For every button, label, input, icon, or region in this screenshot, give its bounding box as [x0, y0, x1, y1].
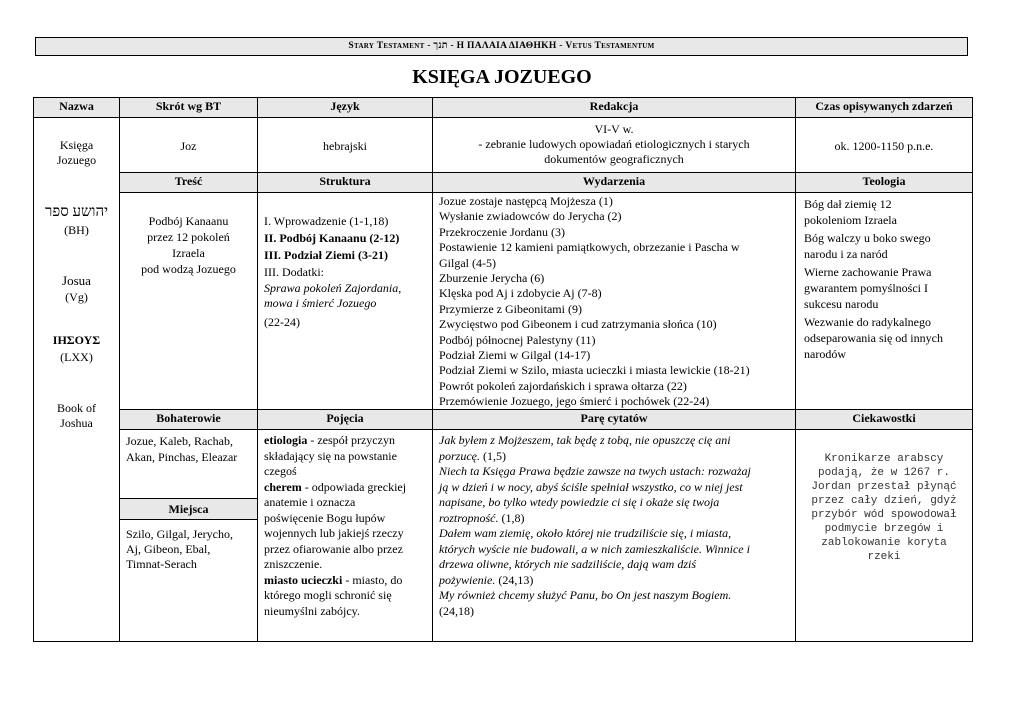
header-wydarzenia: Wydarzenia [432, 172, 796, 193]
quote-2 [439, 464, 789, 526]
structure-appendix: mowa i śmierć Jozuego [264, 296, 377, 310]
concept-text: składający się na powstanie [264, 448, 397, 463]
name-latin-source: (Vg) [65, 290, 88, 304]
content-line: pod wodzą Jozuego [141, 262, 236, 276]
structure-part4: III. Dodatki: [264, 265, 324, 279]
quote-line: których wyście nie budowali, a w nich zamieszkaliście. Winnice i [439, 541, 750, 556]
name-greek: ΙΗΣΟΥΣ [52, 333, 101, 347]
quote-3 [439, 526, 789, 588]
theology-value [795, 192, 973, 410]
event-item: Podział Ziemi w Gilgal (14-17) [439, 348, 591, 363]
header-pojecia: Pojęcia [257, 409, 433, 430]
language-value: hebrajski [257, 117, 433, 173]
quote-line: My również chcemy służyć Panu, bo On jest naszym Bogiem. [439, 588, 732, 602]
redaction-line: dokumentów geograficznych [544, 152, 684, 166]
event-item: Klęska pod Aj i zdobycie Aj (7-8) [439, 286, 602, 301]
places-value [119, 519, 258, 642]
concept-text: czegoś [264, 464, 297, 478]
names-cell [33, 117, 120, 642]
concept-term: miasto ucieczki [264, 572, 343, 587]
heroes-line: Jozue, Kaleb, Rachab, [126, 434, 233, 448]
curiosity-line: zablokowanie koryta [821, 537, 947, 549]
event-item: Jozue zostaje następcą Mojżesza (1) [439, 194, 613, 208]
concepts-value [257, 429, 433, 642]
quote-line: Dałem wam ziemię, około której nie trudziliście się, i miasta, [439, 526, 732, 540]
quote-ref: (1,5) [480, 448, 506, 463]
concept-cherem [264, 480, 426, 573]
quote-line: pożywienie. [439, 572, 496, 587]
event-item: Powrót pokoleń zajordańskich i sprawa ołtarza (22) [439, 378, 687, 393]
header-cytaty: Parę cytatów [432, 409, 796, 430]
theology-line: Bóg dał ziemię 12 [804, 197, 892, 211]
redaction-line: - zebranie ludowych opowiadań etiologicznych i starych [478, 137, 750, 151]
abbrev-value: Joz [119, 117, 258, 173]
structure-appendix-ref: (22-24) [264, 315, 300, 329]
heroes-value [119, 429, 258, 499]
curiosity-value [795, 429, 973, 642]
theology-line: narodu i za naród [804, 247, 888, 261]
curiosity-line: przez cały dzień, gdyż [811, 495, 957, 507]
theology-line: odseparowania się od innych [804, 331, 943, 345]
structure-appendix: Sprawa pokoleń Zajordania, [264, 281, 402, 295]
concept-etiologia [264, 433, 426, 480]
header-redakcja: Redakcja [432, 97, 796, 118]
name-english-2: Joshua [60, 416, 93, 430]
header-teologia: Teologia [795, 172, 973, 193]
quote-ref: (24,18) [439, 603, 474, 618]
name-hebrew-source: (BH) [64, 223, 89, 237]
concept-text: poświęcenie Bogu łupów [264, 510, 386, 525]
redaction-value [432, 117, 796, 173]
concept-term: cherem [264, 479, 302, 494]
event-item: Podbój północnej Palestyny (11) [439, 332, 596, 347]
heroes-line: Akan, Pinchas, Eleazar [126, 450, 238, 464]
theology-item [804, 264, 964, 312]
concept-text: - miasto, do [342, 572, 403, 587]
document-title: KSIĘGA JOZUEGO [412, 66, 592, 88]
event-item: Podział Ziemi w Szilo, miasta ucieczki i miasta lewickie (18-21) [439, 363, 750, 378]
header-bar [35, 37, 968, 56]
theology-item [804, 230, 964, 262]
concept-miasto-ucieczki [264, 573, 426, 620]
quote-line: Jak byłem z Mojżeszem, tak będę z tobą, nie opuszczę cię ani [439, 433, 731, 447]
header-miejsca: Miejsca [119, 498, 258, 520]
header-nazwa: Nazwa [33, 97, 120, 118]
concept-term: etiologia [264, 433, 308, 447]
structure-part2: II. Podbój Kanaanu (2-12) [264, 231, 400, 245]
quote-line: roztropność. [439, 510, 499, 525]
quote-line: napisane, bo tylko wtedy powiedzie ci się i okaże się twoja [439, 495, 720, 509]
concept-text: nieumyślni zabójcy. [264, 603, 360, 618]
name-english-1: Book of [57, 401, 96, 415]
name-polish-1: Księga [59, 138, 94, 152]
concept-text: wojennych lub jakiejś rzeczy [264, 526, 404, 540]
header-tresc: Treść [119, 172, 258, 193]
theology-line: Wezwanie do radykalnego [804, 315, 931, 329]
theology-line: Bóg walczy u boko swego [804, 231, 931, 245]
concept-text: przez ofiarowanie albo przez [264, 541, 403, 556]
spacer [34, 168, 119, 203]
event-item: Przekroczenie Jordanu (3) [439, 224, 565, 239]
theology-item [804, 196, 964, 228]
curiosity-line: podają, że w 1267 r. [817, 467, 951, 479]
theology-line: pokoleniom Izraela [804, 213, 897, 227]
header-text: Stary Testament - תנך - Η ΠΑΛΑΙΑ ΔΙΑΘΗΚΗ - Vetus Testamentum [348, 41, 655, 51]
header-jezyk: Język [257, 97, 433, 118]
content-line: przez 12 pokoleń [147, 230, 230, 244]
header-struktura: Struktura [257, 172, 433, 193]
event-item: Wysłanie zwiadowców do Jerycha (2) [439, 209, 622, 224]
structure-value [257, 192, 433, 410]
theology-line: sukcesu narodu [804, 297, 879, 311]
events-value [432, 192, 796, 410]
event-item: Postawienie 12 kamieni pamiątkowych, obrzezanie i Pascha w [439, 240, 740, 255]
quote-ref: (24,13) [495, 572, 534, 587]
quote-line: drzewa oliwne, których nie sadziliście, dają wam dziś [439, 557, 696, 571]
structure-intro: I. Wprowadzenie (1-1,18) [264, 214, 389, 228]
header-skrot: Skrót wg BT [119, 97, 258, 118]
event-item: Przymierze z Gibeonitami (9) [439, 301, 582, 316]
spacer [34, 365, 119, 401]
redaction-line: VI-V w. [594, 122, 634, 136]
curiosity-line: Jordan przestał płynąć [811, 481, 957, 493]
theology-item [804, 314, 964, 362]
places-line: Aj, Gibeon, Ebal, [126, 542, 211, 556]
concept-text: - odpowiada greckiej [301, 479, 407, 494]
curiosity-line: przybór wód spowodował [811, 509, 957, 521]
theology-line: gwarantem pomyślności I [804, 281, 928, 295]
event-item: Przemówienie Jozuego, jego śmierć i pochówek (22-24) [439, 394, 710, 409]
name-hebrew: יהושע ספר [44, 204, 109, 220]
quote-ref: (1,8) [498, 510, 525, 525]
header-czas: Czas opisywanych zdarzeń [795, 97, 973, 118]
quote-1 [439, 433, 789, 464]
concept-text: którego mogli schronić się [264, 588, 392, 602]
name-greek-source: (LXX) [60, 350, 93, 364]
content-value [119, 192, 258, 410]
header-ciekawostki: Ciekawostki [795, 409, 973, 430]
name-latin: Josua [62, 273, 91, 288]
header-bohaterowie: Bohaterowie [119, 409, 258, 430]
curiosity-line: rzeki [867, 551, 901, 563]
spacer [34, 305, 119, 333]
structure-part3: III. Podział Ziemi (3-21) [264, 248, 388, 262]
name-polish-2: Jozuego [56, 153, 97, 167]
content-line: Izraela [172, 246, 205, 260]
event-item: Zburzenie Jerycha (6) [439, 271, 545, 286]
places-line: Timnat-Serach [126, 557, 197, 571]
theology-line: Wierne zachowanie Prawa [804, 265, 932, 279]
theology-line: narodów [804, 347, 846, 361]
curiosity-line: podmycie brzegów i [824, 523, 944, 535]
quote-line: ją w dzień i w nocy, abyś ściśle spełniał wszystko, co w niej jest [439, 479, 743, 494]
event-item: Gilgal (4-5) [439, 255, 496, 270]
concept-text: anatemie i oznacza [264, 495, 356, 509]
curiosity-line: Kronikarze arabscy [824, 453, 944, 465]
quote-line: Niech ta Księga Prawa będzie zawsze na twych ustach: rozważaj [439, 464, 751, 478]
quotes-value [432, 429, 796, 642]
concept-text: zniszczenie. [264, 557, 323, 571]
content-line: Podbój Kanaanu [148, 214, 229, 228]
event-item: Zwycięstwo pod Gibeonem i cud zatrzymania słońca (10) [439, 317, 717, 332]
spacer [34, 238, 119, 273]
quote-4 [439, 588, 789, 619]
quote-line: porzucę. [439, 448, 480, 463]
places-line: Szilo, Gilgal, Jerycho, [126, 527, 233, 541]
concept-text: - zespół przyczyn [307, 433, 395, 447]
time-value: ok. 1200-1150 p.n.e. [795, 117, 973, 173]
